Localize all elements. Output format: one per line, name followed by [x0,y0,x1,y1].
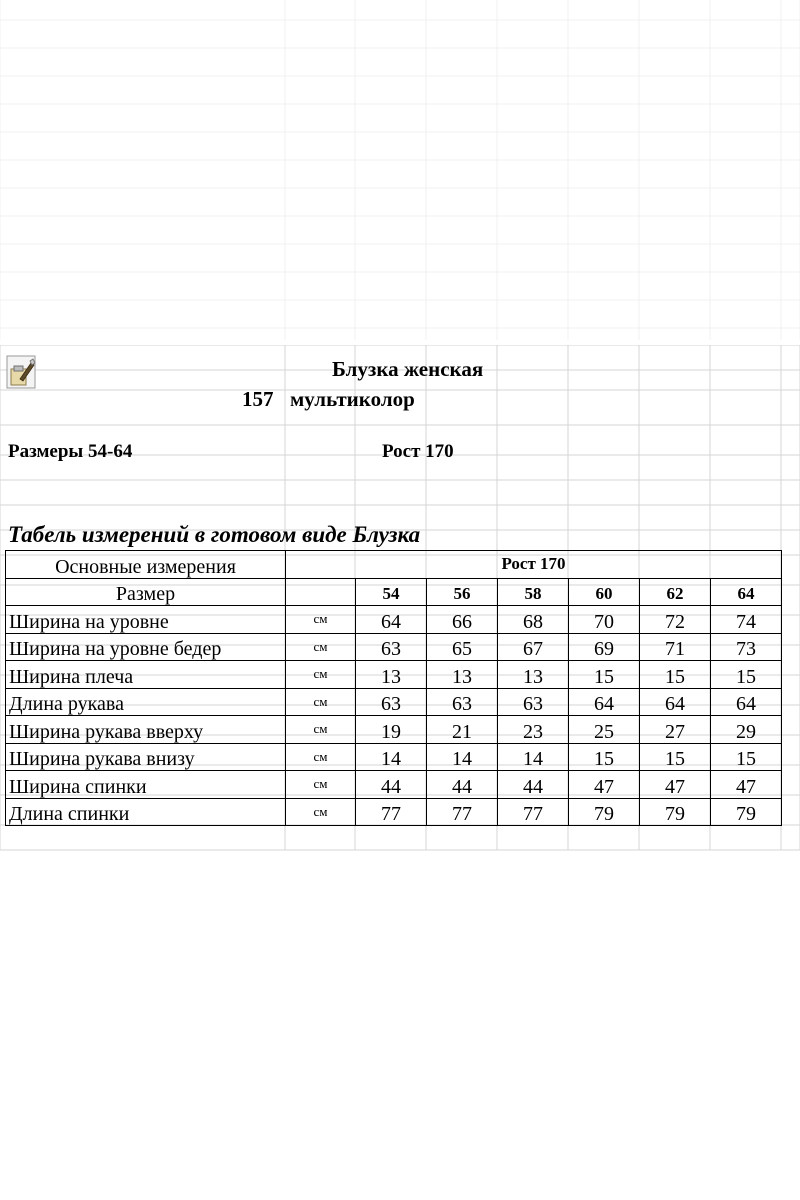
value-cell: 47 [640,771,711,799]
size-header-row [6,578,782,606]
measurement-name-cell: Ширина рукава внизу [6,743,286,771]
value-cell: 47 [711,771,782,799]
measurement-name-cell: Ширина спинки [6,771,286,799]
value-cell: 23 [498,716,569,744]
value-cell: 14 [427,743,498,771]
measurement-row [6,661,782,689]
value-cell: 64 [569,688,640,716]
value-cell: 44 [356,771,427,799]
empty-unit-header-cell [286,578,356,606]
measurement-name-cell: Ширина на уровне [6,606,286,634]
measurement-name-cell: Ширина плеча [6,661,286,689]
value-cell: 79 [640,798,711,826]
value-cell: 63 [498,688,569,716]
unit-cell: см [286,771,356,799]
value-cell: 29 [711,716,782,744]
size-cell: 64 [711,578,782,606]
value-cell: 71 [640,633,711,661]
unit-cell: см [286,688,356,716]
paste-options-icon[interactable] [6,355,36,389]
measurement-row [6,798,782,826]
value-cell: 13 [427,661,498,689]
value-cell: 77 [356,798,427,826]
value-cell: 73 [711,633,782,661]
unit-cell: см [286,633,356,661]
unit-cell: см [286,743,356,771]
value-cell: 47 [569,771,640,799]
unit-cell: см [286,661,356,689]
value-cell: 27 [640,716,711,744]
height-header-cell: Рост 170 [286,551,782,579]
value-cell: 72 [640,606,711,634]
value-cell: 15 [711,743,782,771]
measurement-name-cell: Ширина рукава вверху [6,716,286,744]
value-cell: 15 [640,743,711,771]
table-caption: Табель измерений в готовом виде Блузка [8,522,421,547]
sizes-range: Размеры 54-64 [8,441,133,462]
size-cell: 58 [498,578,569,606]
size-cell: 54 [356,578,427,606]
faded-background-grid [0,0,800,340]
measurement-row [6,606,782,634]
measurement-name-cell: Длина спинки [6,798,286,826]
value-cell: 63 [427,688,498,716]
measurement-row [6,633,782,661]
unit-cell: см [286,798,356,826]
value-cell: 68 [498,606,569,634]
value-cell: 64 [711,688,782,716]
value-cell: 79 [569,798,640,826]
value-cell: 66 [427,606,498,634]
value-cell: 15 [569,661,640,689]
value-cell: 44 [498,771,569,799]
measurement-table [5,550,782,826]
value-cell: 74 [711,606,782,634]
measurement-row [6,743,782,771]
value-cell: 13 [356,661,427,689]
value-cell: 70 [569,606,640,634]
document-title: Блузка женская [332,357,484,381]
value-cell: 64 [356,606,427,634]
measurement-row [6,771,782,799]
value-cell: 77 [427,798,498,826]
value-cell: 14 [498,743,569,771]
measurement-name-cell: Ширина на уровне бедер [6,633,286,661]
size-label-cell: Размер [6,578,286,606]
unit-cell: см [286,716,356,744]
value-cell: 14 [356,743,427,771]
value-cell: 63 [356,688,427,716]
color-label: мультиколор [290,387,415,411]
header-label-cell: Основные измерения [6,551,286,579]
value-cell: 69 [569,633,640,661]
value-cell: 77 [498,798,569,826]
height-label: Рост 170 [382,441,454,462]
value-cell: 44 [427,771,498,799]
size-cell: 62 [640,578,711,606]
measurement-row [6,688,782,716]
value-cell: 67 [498,633,569,661]
value-cell: 64 [640,688,711,716]
measurement-name-cell: Длина рукава [6,688,286,716]
value-cell: 13 [498,661,569,689]
value-cell: 65 [427,633,498,661]
table-header-row [6,551,782,579]
value-cell: 19 [356,716,427,744]
size-cell: 56 [427,578,498,606]
value-cell: 25 [569,716,640,744]
value-cell: 79 [711,798,782,826]
unit-cell: см [286,606,356,634]
value-cell: 15 [569,743,640,771]
value-cell: 63 [356,633,427,661]
value-cell: 21 [427,716,498,744]
size-cell: 60 [569,578,640,606]
article-number: 157 [242,387,274,411]
value-cell: 15 [640,661,711,689]
measurement-row [6,716,782,744]
value-cell: 15 [711,661,782,689]
